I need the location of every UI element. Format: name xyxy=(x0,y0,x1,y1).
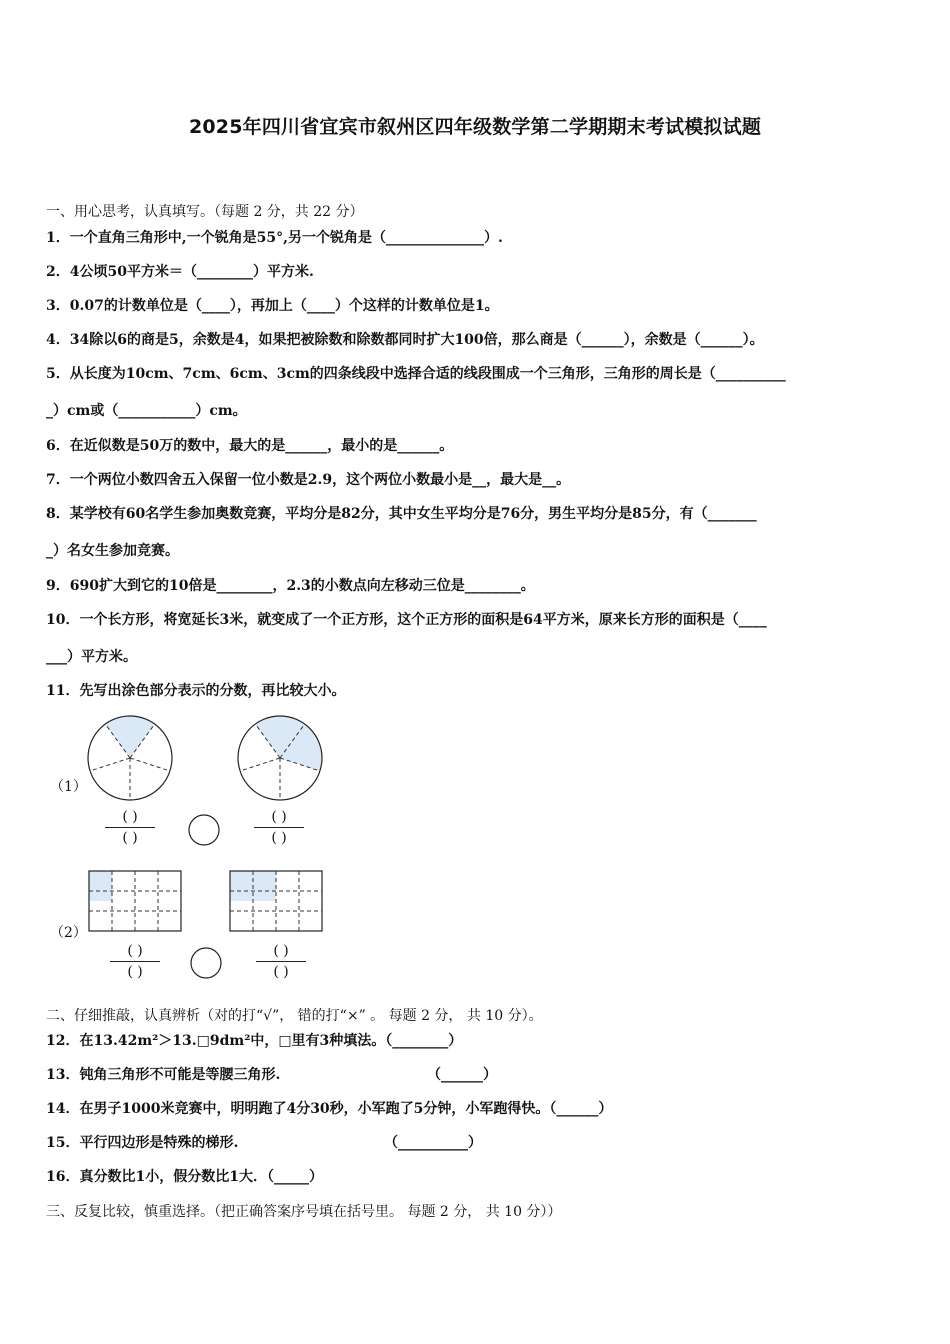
section-heading-2: 二、仔细推敲，认真辨析（对的打“√”， 错的打“×” 。 每题 2 分， 共 10 分）。 xyxy=(46,1008,543,1024)
pie-circle-b xyxy=(236,714,324,802)
question-15: 15．平行四边形是特殊的梯形. xyxy=(46,1135,239,1151)
fraction-blank-1a xyxy=(101,808,159,847)
shaded-cell xyxy=(230,871,253,901)
numerator-blank: ( ) xyxy=(271,809,287,825)
fraction-bar xyxy=(105,827,155,828)
question-3: 3．0.07的计数单位是（____），再加上（____）个这样的计数单位是1。 xyxy=(46,298,499,314)
compare-circle-1 xyxy=(186,812,222,848)
fraction-bar xyxy=(110,961,160,962)
question-16: 16．真分数比1小，假分数比1大．（_____） xyxy=(46,1169,323,1185)
fraction-bar xyxy=(256,961,306,962)
question-2: 2．4公顷50平方米＝（________）平方米. xyxy=(46,264,314,280)
question-8-line-2: _）名女生参加竞赛。 xyxy=(46,543,179,559)
numerator-blank: ( ) xyxy=(122,809,138,825)
denominator-blank: ( ) xyxy=(271,830,287,846)
pie-circle-a xyxy=(86,714,174,802)
page-title: 2025年四川省宜宾市叙州区四年级数学第二学期期末考试模拟试题 xyxy=(188,116,762,138)
section-heading-1: 一、用心思考，认真填写。（每题 2 分，共 22 分） xyxy=(46,204,364,220)
question-5-line-1: 5．从长度为10cm、7cm、6cm、3cm的四条线段中选择合适的线段围成一个三角形，三角形的周长是（__________ xyxy=(46,366,786,382)
numerator-blank: ( ) xyxy=(273,943,289,959)
denominator-blank: ( ) xyxy=(122,830,138,846)
fraction-blank-1b xyxy=(250,808,308,847)
grid-rectangle-b xyxy=(229,870,323,932)
fraction-blank-2b xyxy=(252,942,310,981)
question-10-line-1: 10．一个长方形，将宽延长3米，就变成了一个正方形，这个正方形的面积是64平方米，原来长方形的面积是（____ xyxy=(46,612,767,628)
pie-divider xyxy=(240,758,280,771)
fraction-blank-2a xyxy=(106,942,164,981)
compare-circle-2 xyxy=(188,945,224,981)
figure-part-2-label: （2） xyxy=(50,925,87,941)
pie-divider xyxy=(130,758,170,771)
question-14: 14．在男子1000米竞赛中，明明跑了4分30秒，小军跑了5分钟，小军跑得快。（______） xyxy=(46,1101,613,1117)
question-1: 1．一个直角三角形中,一个锐角是55°,另一个锐角是（______________）. xyxy=(46,230,503,246)
denominator-blank: ( ) xyxy=(127,964,143,980)
denominator-blank: ( ) xyxy=(273,964,289,980)
numerator-blank: ( ) xyxy=(127,943,143,959)
grid-rectangle-a xyxy=(88,870,182,932)
question-12: 12．在13.42m²＞13.□9dm²中，□里有3种填法。（________） xyxy=(46,1033,463,1049)
question-13: 13．钝角三角形不可能是等腰三角形. xyxy=(46,1067,281,1083)
shaded-cell xyxy=(253,871,276,901)
question-7: 7．一个两位小数四舍五入保留一位小数是2.9，这个两位小数最小是__，最大是__。 xyxy=(46,472,571,488)
question-13-blank: （______） xyxy=(427,1067,497,1083)
figure-part-1-label: （1） xyxy=(50,779,87,795)
fraction-bar xyxy=(254,827,304,828)
question-8-line-1: 8．某学校有60名学生参加奥数竞赛，平均分是82分，其中女生平均分是76分，男生平均分是85分，有（_______ xyxy=(46,506,757,522)
question-4: 4．34除以6的商是5，余数是4，如果把被除数和除数都同时扩大100倍，那么商是（______），余数是（______）。 xyxy=(46,332,764,348)
question-11: 11．先写出涂色部分表示的分数，再比较大小。 xyxy=(46,683,346,699)
question-10-line-2: ___）平方米。 xyxy=(46,649,137,665)
question-9: 9．690扩大到它的10倍是________，2.3的小数点向左移动三位是________。 xyxy=(46,578,535,594)
pie-divider xyxy=(90,758,130,771)
question-15-blank: （__________） xyxy=(384,1135,482,1151)
section-heading-3: 三、反复比较，慎重选择。（把正确答案序号填在括号里。 每题 2 分， 共 10 分）） xyxy=(46,1204,562,1220)
question-5-line-2: _）cm或（___________）cm。 xyxy=(46,403,247,419)
shaded-cell xyxy=(89,871,112,901)
question-6: 6．在近似数是50万的数中，最大的是______，最小的是______。 xyxy=(46,438,454,454)
shaded-sector xyxy=(105,716,154,758)
